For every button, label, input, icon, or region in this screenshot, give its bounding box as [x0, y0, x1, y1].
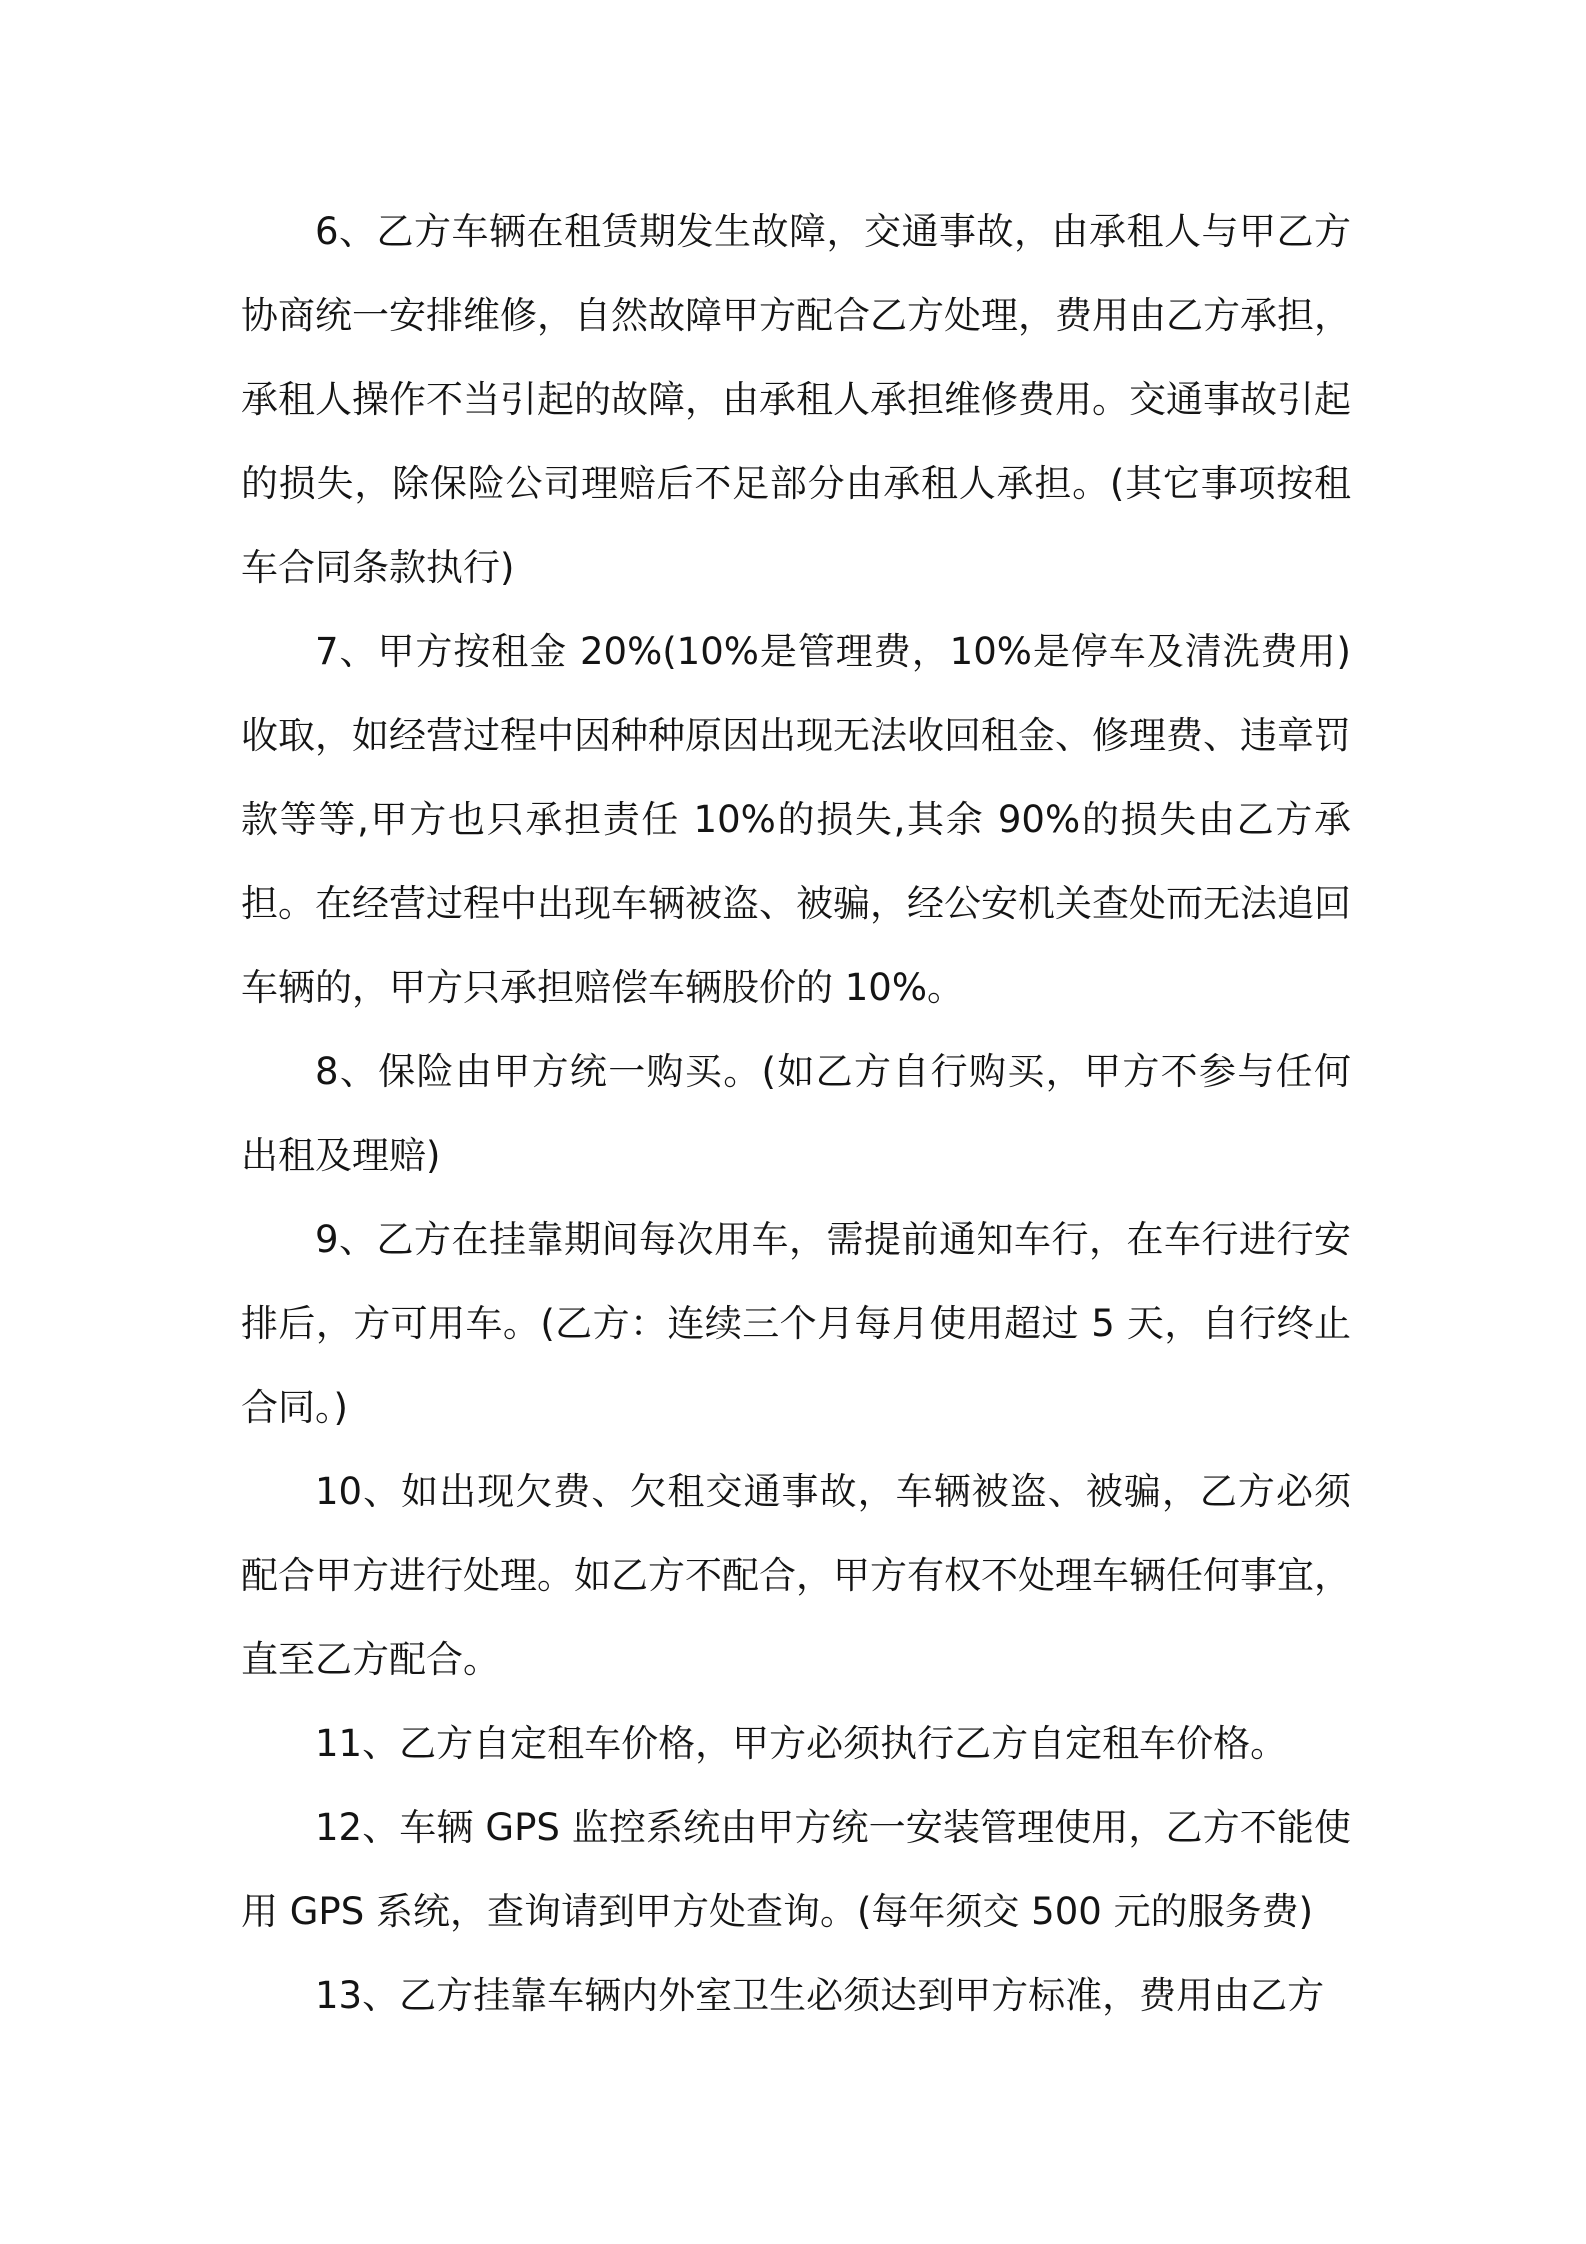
clause-13: 13、乙方挂靠车辆内外室卫生必须达到甲方标准，费用由乙方	[315, 1974, 1325, 2017]
clause-10: 10、如出现欠费、欠租交通事故，车辆被盗、被骗，乙方必须配合甲方进行处理。如乙方不配合，甲方有权不处理车辆任何事宜，直至乙方配合。	[241, 1470, 1351, 1681]
clause-9: 9、乙方在挂靠期间每次用车，需提前通知车行，在车行进行安排后，方可用车。(乙方：连续三个月每月使用超过 5 天，自行终止合同。)	[241, 1218, 1351, 1429]
clause-7: 7、甲方按租金 20%(10%是管理费，10%是停车及清洗费用)收取，如经营过程中因种种原因出现无法收回租金、修理费、违章罚款等等,甲方也只承担责任 10%的损失,其余 90%的损失由乙方承担。在经营过程中出现车辆被盗、被骗，经公安机关查处而无法追回车辆的，甲方只承担赔偿车辆股价的 10%。	[241, 630, 1351, 1009]
clause-8: 8、保险由甲方统一购买。(如乙方自行购买，甲方不参与任何出租及理赔)	[241, 1050, 1351, 1177]
clause-11: 11、乙方自定租车价格，甲方必须执行乙方自定租车价格。	[315, 1722, 1288, 1765]
document-body	[241, 190, 1351, 2038]
clause-12: 12、车辆 GPS 监控系统由甲方统一安装管理使用，乙方不能使用 GPS 系统，查询请到甲方处查询。(每年须交 500 元的服务费)	[241, 1806, 1351, 1933]
clause-6: 6、乙方车辆在租赁期发生故障，交通事故，由承租人与甲乙方协商统一安排维修，自然故障甲方配合乙方处理，费用由乙方承担，承租人操作不当引起的故障，由承租人承担维修费用。交通事故引起的损失，除保险公司理赔后不足部分由承租人承担。(其它事项按租车合同条款执行)	[241, 210, 1351, 589]
